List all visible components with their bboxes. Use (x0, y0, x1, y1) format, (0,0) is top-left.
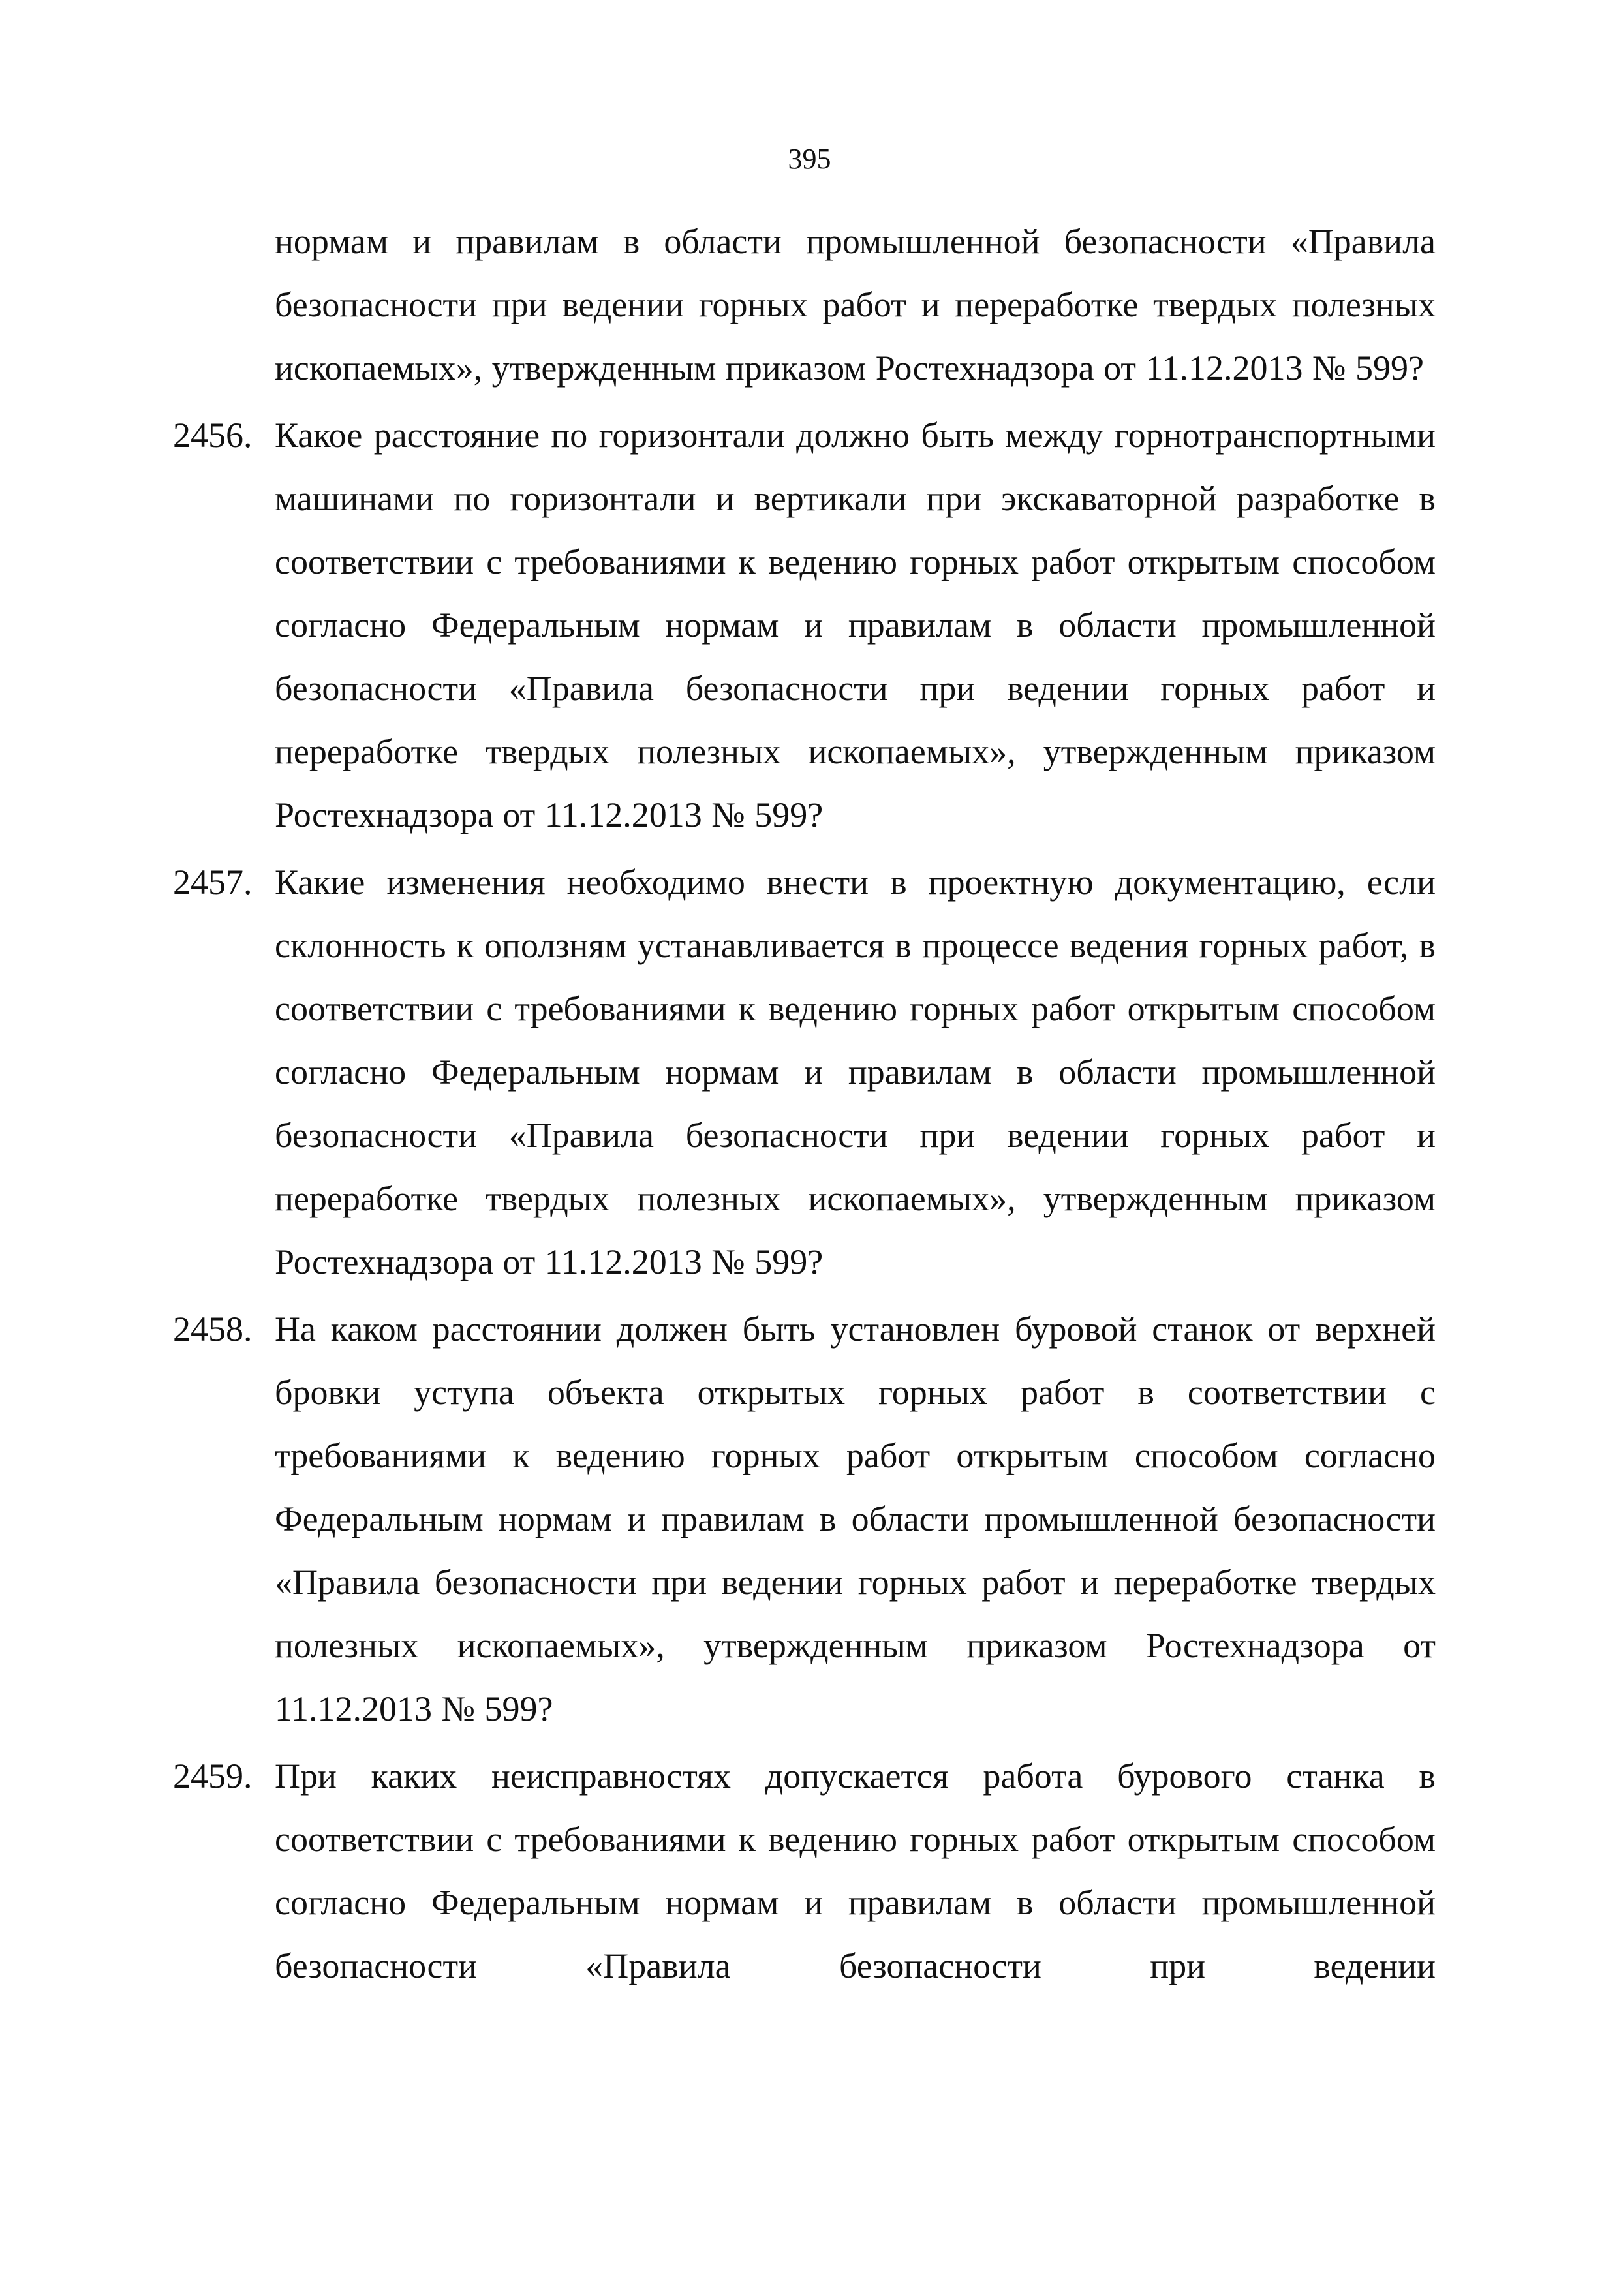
question-item (173, 1298, 1436, 1741)
question-text: На каком расстоянии должен быть установлен буровой станок от верхней бровки уступа объекта открытых горных работ в соответствии с требованиями к ведению горных работ открытым способом согласно Федеральным нормам и правилам в области промышленной безопасности «Правила безопасности при ведении горных работ и переработке твердых полезных ископаемых», утвержденным приказом Ростехнадзора от 11.12.2013 № 599? (275, 1309, 1436, 1728)
question-text: При каких неисправностях допускается работа бурового станка в соответствии с требованиями к ведению горных работ открытым способом согласно Федеральным нормам и правилам в области промышленной безопасности «Правила безопасности при ведении (275, 1756, 1436, 1985)
question-text: нормам и правилам в области промышленной безопасности «Правила безопасности при ведении горных работ и переработке твердых полезных ископаемых», утвержденным приказом Ростехнадзора от 11.12.2013 № 599? (275, 222, 1436, 388)
question-item (173, 1745, 1436, 1998)
page-number: 395 (788, 143, 831, 175)
question-list (173, 210, 1436, 2002)
question-continuation (224, 210, 1436, 400)
question-number: 2459. (173, 1756, 253, 1796)
question-item (173, 404, 1436, 847)
question-text: Какое расстояние по горизонтали должно быть между горнотранспортными машинами по горизонтали и вертикали при экскаваторной разработке в соответствии с требованиями к ведению горных работ открытым способом согласно Федеральным нормам и правилам в области промышленной безопасности «Правила безопасности при ведении горных работ и переработке твердых полезных ископаемых», утвержденным приказом Ростехнадзора от 11.12.2013 № 599? (275, 416, 1436, 834)
question-item (173, 851, 1436, 1294)
question-text: Какие изменения необходимо внести в проектную документацию, если склонность к оползням устанавливается в процессе ведения горных работ, в соответствии с требованиями к ведению горных работ открытым способом согласно Федеральным нормам и правилам в области промышленной безопасности «Правила безопасности при ведении горных работ и переработке твердых полезных ископаемых», утвержденным приказом Ростехнадзора от 11.12.2013 № 599? (275, 863, 1436, 1281)
question-number: 2457. (173, 863, 253, 902)
question-number: 2456. (173, 416, 253, 455)
question-number: 2458. (173, 1309, 253, 1349)
